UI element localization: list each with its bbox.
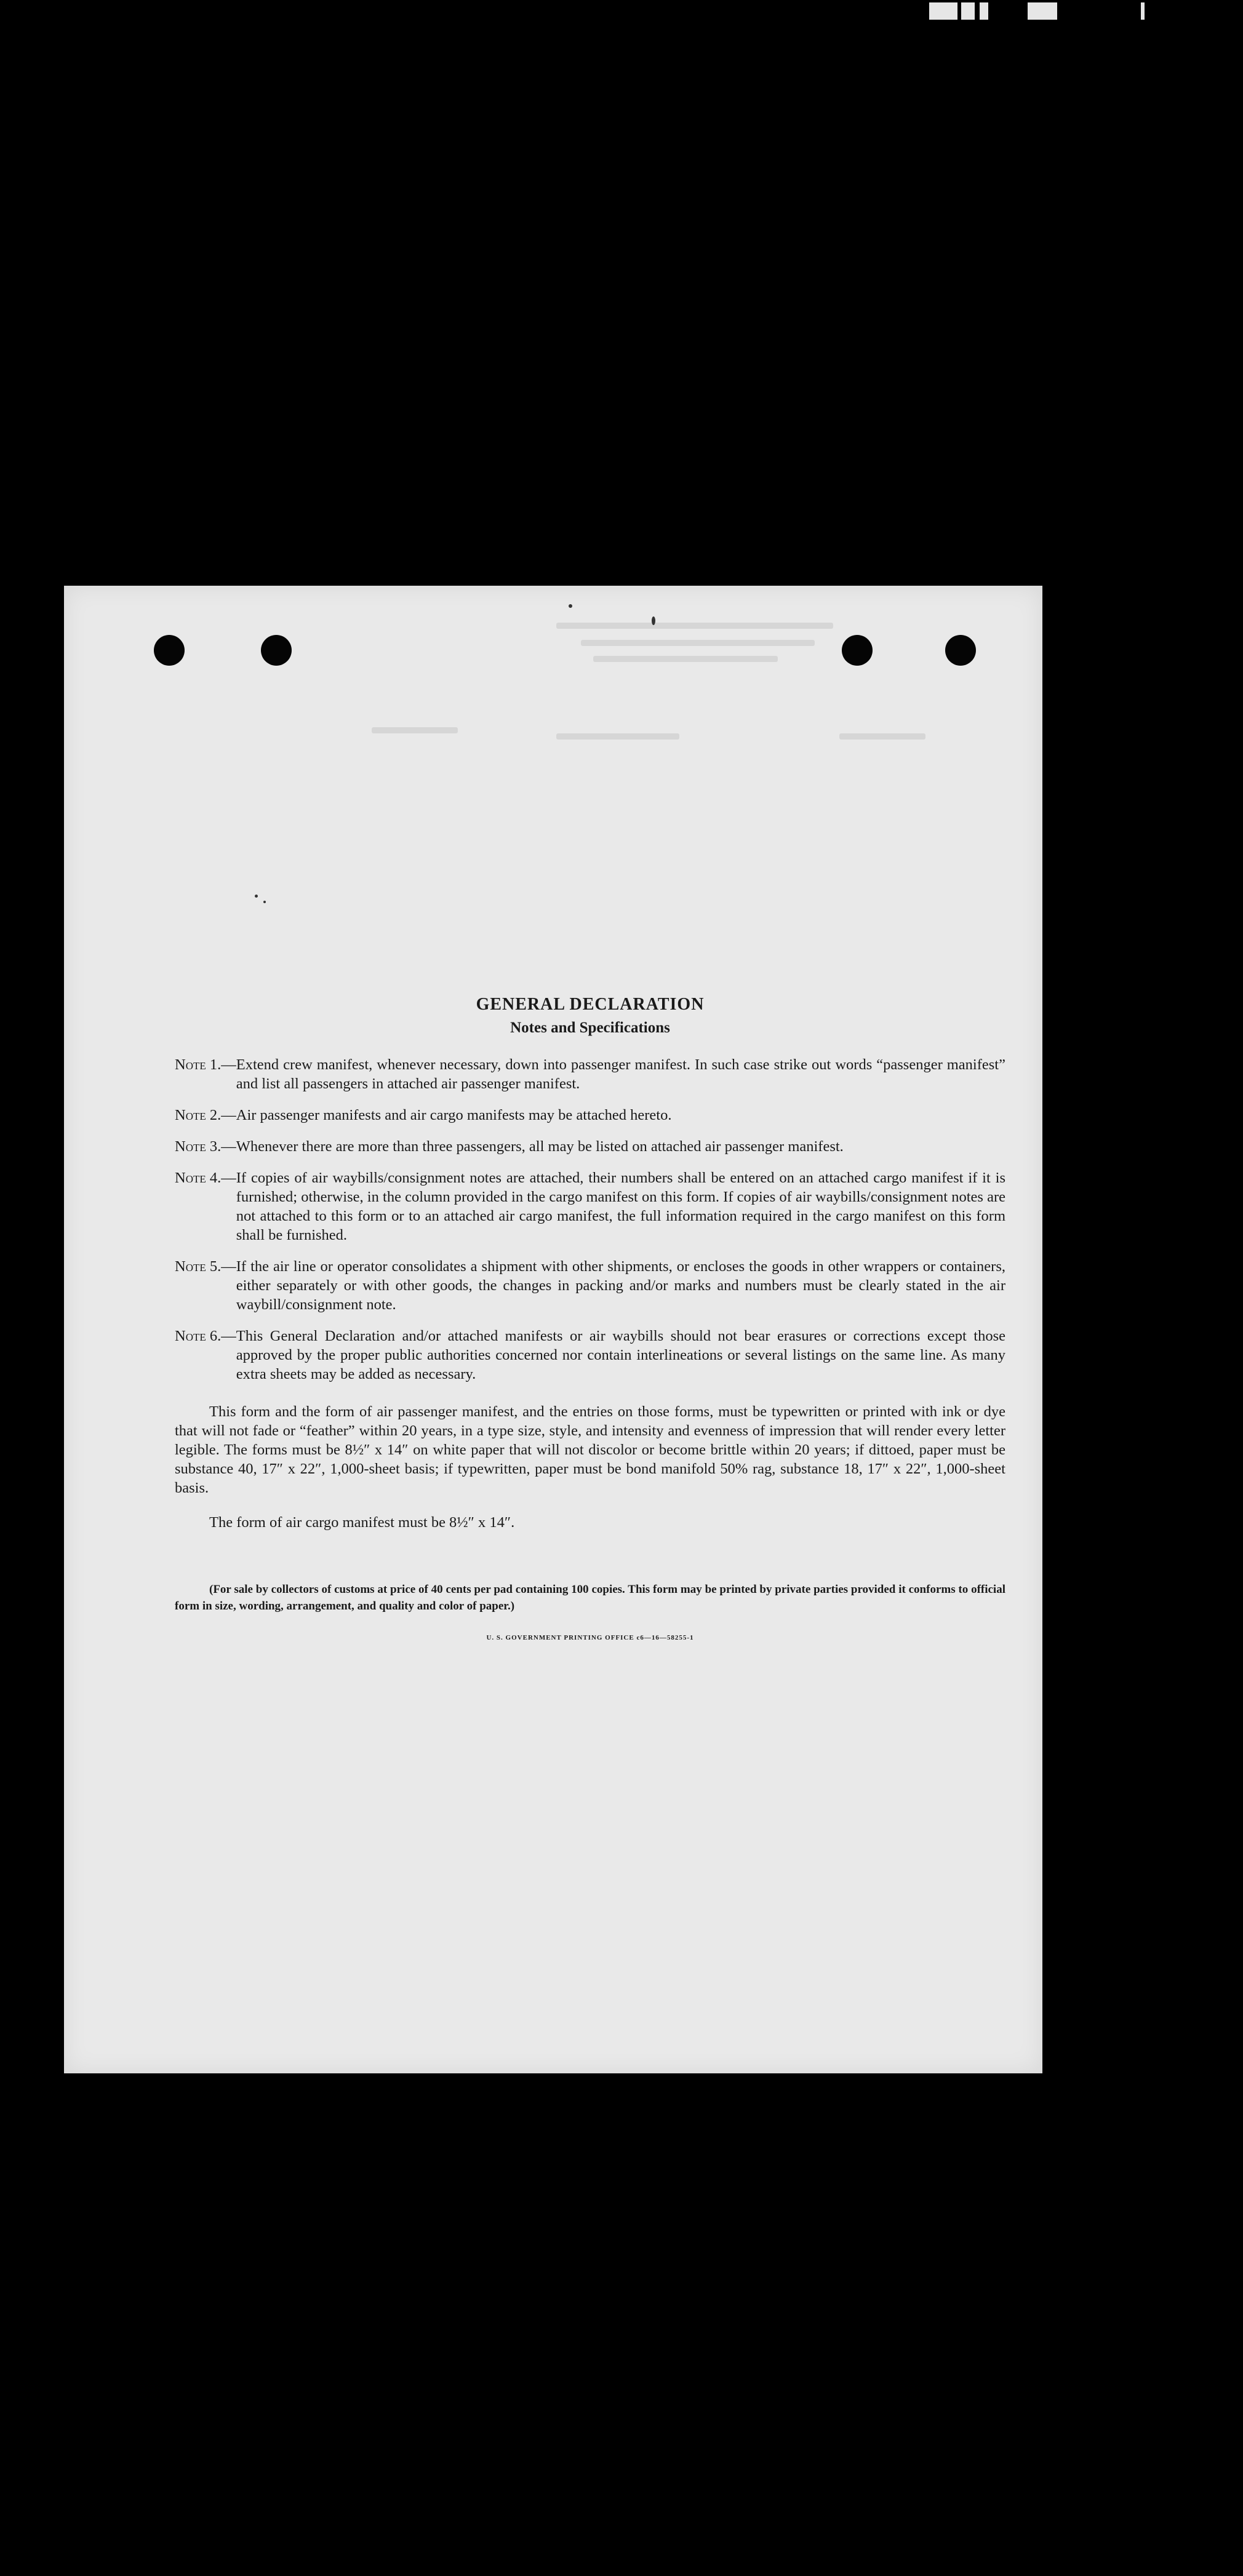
sale-notice: (For sale by collectors of customs at price of 40 cents per pad containing 100 copies. This form may be printed by private parties provided it conforms to official form in size, wording, arrangement, and quality and color of paper.) [175,1582,1005,1613]
cargo-manifest-size-paragraph: The form of air cargo manifest must be 8½″ x 14″. [209,1513,515,1531]
note-text: Air passenger manifests and air cargo manifests may be attached hereto. [236,1107,672,1123]
note-6: Note 6. — This General Declaration and/or attached manifests or air waybills should not bear erasures or corrections except those approved by the proper public authorities concerned nor contain interlineations or several listings on the same line. As many extra sheets may be added as necessary. [175,1328,1005,1382]
scan-edge-marks [923,0,1169,25]
note-label: Note 2. [175,1107,222,1123]
page-subtitle: Notes and Specifications [510,1019,670,1036]
page-title: GENERAL DECLARATION [476,995,705,1014]
note-label: Note 6. [175,1328,222,1344]
note-label: Note 5. [175,1258,222,1275]
bleed-through-text [372,610,925,733]
note-text: This General Declaration and/or attached manifests or air waybills should not bear erasures or corrections except those approved by the proper public authorities concerned nor contain interlineations or several listings on the same line. As many extra sheets may be added as necessary. [236,1328,1005,1382]
note-3: Note 3. — Whenever there are more than three passengers, all may be listed on attached air passenger manifest. [175,1137,1005,1156]
note-label: Note 3. [175,1138,222,1155]
note-1: Note 1. — Extend crew manifest, whenever necessary, down into passenger manifest. In such case strike out words “passenger manifest” and list all passengers in attached air passenger manifest. [175,1056,1005,1092]
note-text: If copies of air waybills/consignment notes are attached, their numbers shall be entered on an attached cargo manifest if it is furnished; otherwise, in the column provided in the cargo manifest on this form. If copies of air waybills/consignment notes are not attached to this form or to an attached air cargo manifest, the full information required in the cargo manifest on this form shall be furnished. [236,1170,1005,1243]
document-page [64,586,1042,2073]
note-label: Note 1. [175,1056,222,1073]
punch-hole [261,635,292,666]
form-specification-paragraph: This form and the form of air passenger manifest, and the entries on those forms, must be typewritten or printed with ink or dye that will not fade or “feather” within 20 years, in a type size, style, and intensity and evenness of impression that will render every letter legible. The forms must be 8½″ x 14″ on white paper that will not discolor or become brittle within 20 years; if dittoed, paper must be substance 40, 17″ x 22″, 1,000-sheet basis; if typewritten, paper must be bond manifold 50% rag, substance 18, 17″ x 22″, 1,000-sheet basis. [175,1403,1005,1496]
printing-office-imprint: U. S. GOVERNMENT PRINTING OFFICE c6—16—58255-1 [486,1633,694,1641]
note-text: Whenever there are more than three passengers, all may be listed on attached air passenger manifest. [236,1138,844,1155]
note-text: If the air line or operator consolidates a shipment with other shipments, or encloses the goods in other wrappers or containers, either separately or with other goods, the changes in packing and/or marks and numbers must be clearly stated in the air waybill/consignment note. [236,1258,1005,1313]
punch-hole [154,635,185,666]
note-5: Note 5. — If the air line or operator consolidates a shipment with other shipments, or encloses the goods in other wrappers or containers, either separately or with other goods, the changes in packing and/or marks and numbers must be clearly stated in the air waybill/consignment note. [175,1258,1005,1313]
note-2: Note 2. — Air passenger manifests and air cargo manifests may be attached hereto. [175,1106,1005,1125]
note-text: Extend crew manifest, whenever necessary, down into passenger manifest. In such case strike out words “passenger manifest” and list all passengers in attached air passenger manifest. [236,1056,1005,1092]
note-4: Note 4. — If copies of air waybills/consignment notes are attached, their numbers shall be entered on an attached cargo manifest if it is furnished; otherwise, in the column provided in the cargo manifest on this form. If copies of air waybills/consignment notes are not attached to this form or to an attached air cargo manifest, the full information required in the cargo manifest on this form shall be furnished. [175,1170,1005,1243]
note-label: Note 4. [175,1170,222,1186]
declaration-content [175,995,1005,1648]
punch-hole [945,635,976,666]
